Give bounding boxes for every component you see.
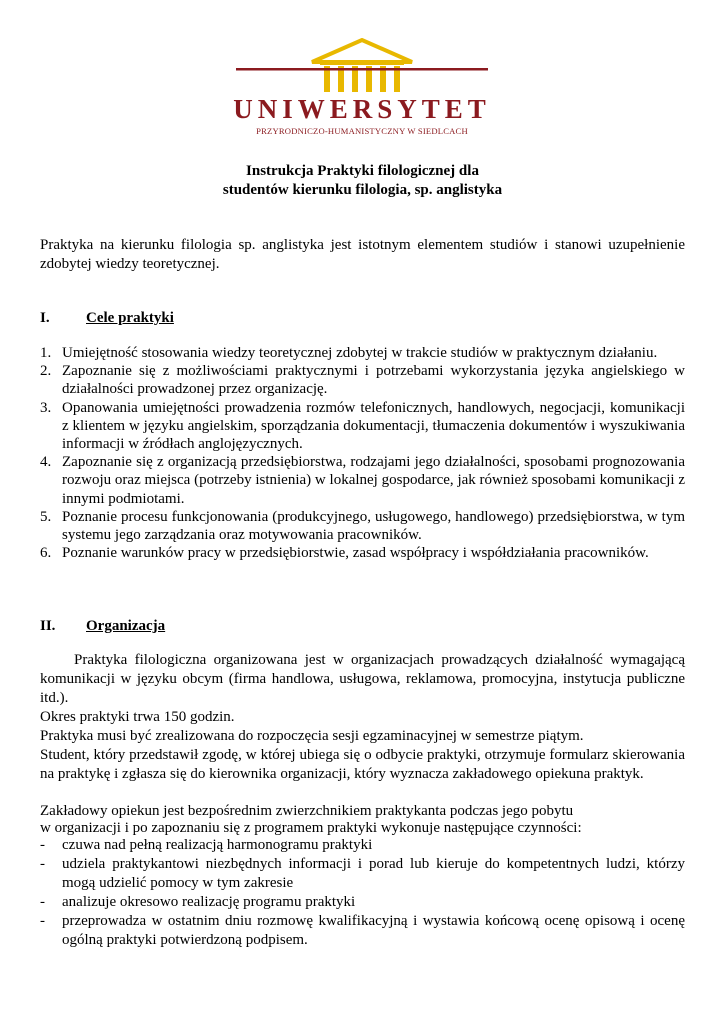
list-item: 1. Umiejętność stosowania wiedzy teoretycznej zdobytej w trakcie studiów w praktycznym działaniu. xyxy=(40,345,658,361)
supervisor-text: Zakładowy opiekun jest bezpośrednim zwierzchnikiem praktykanta podczas jego pobytu xyxy=(40,803,574,819)
section-1-title: Cele praktyki xyxy=(86,310,174,326)
list-item: 5. Poznanie procesu funkcjonowania (produkcyjnego, usługowego, handlowego) przedsiębiorstwa, w tym systemu jego zarządzania oraz motywowania pracowników. xyxy=(40,508,685,544)
referral-paragraph: Student, który przedstawił zgodę, w której ubiega się o odbycie praktyki, otrzymuje formularz skierowania na praktykę i zgłasza się do kierownika organizacji, który wyznacza zakładowego opiekuna praktyk. xyxy=(40,747,685,782)
supervisor-duties-list xyxy=(40,836,685,950)
list-item: - przeprowadza w ostatnim dniu rozmowę kwalifikacyjną i wystawia końcową ocenę opisową i ocenę ogólną praktyki potwierdzoną podpisem. xyxy=(40,913,685,948)
goal-text: Poznanie warunków pracy w przedsiębiorstwie, zasad współpracy i współdziałania pracowników. xyxy=(62,545,649,562)
deadline-text: Praktyka musi być zrealizowana do rozpoczęcia sesji egzaminacyjnej w semestrze piątym. xyxy=(40,728,584,744)
goals-list xyxy=(40,344,685,562)
intro-paragraph: Praktyka na kierunku filologia sp. anglistyka jest istotnym elementem studiów i stanowi uzupełnienie zdobytej wiedzy teoretycznej. xyxy=(40,237,685,272)
goal-text: Zapoznanie się z możliwościami praktycznymi i potrzebami wykorzystania języka angielskiego w działalności prowadzonej przez organizację. xyxy=(62,363,685,398)
supervisor-duties-intro: w organizacji i po zapoznaniu się z programem praktyki wykonuje następujące czynności: xyxy=(40,820,582,836)
document-title-line-2: studentów kierunku filologia, sp. anglistyka xyxy=(222,182,503,198)
logo-university-subtitle: PRZYRODNICZO-HUMANISTYCZNY W SIEDLCACH xyxy=(256,126,468,136)
list-item: 4. Zapoznanie się z organizacją przedsiębiorstwa, rodzajami jego działalności, sposobami prognozowania rozwoju oraz miejsca (potrzeby istnienia) w lokalnej gospodarce, jak również sposobami komunikacji z innymi podmiotami. xyxy=(40,454,685,507)
organization-paragraph: Praktyka filologiczna organizowana jest w organizacjach prowadzących działalność wymagającą komunikacji w języku obcym (firma handlowa, usługowa, reklamowa, promocyjna, instytucja publiczne itd.). xyxy=(40,652,685,706)
list-item: - czuwa nad pełną realizacją harmonogramu praktyki xyxy=(40,837,373,853)
goal-text: Opanowania umiejętności prowadzenia rozmów telefonicznych, handlowych, negocjacji, komunikacji z klientem w języku angielskim, sporządzania dokumentacji, tłumaczenia dokumentów i wyszukiwania informacji w źródłach anglojęzycznych. xyxy=(62,399,685,453)
list-item: 2. Zapoznanie się z możliwościami praktycznymi i potrzebami wykorzystania języka angielskiego w działalności prowadzonej przez organizację. xyxy=(40,363,685,398)
university-logo xyxy=(228,38,496,140)
duty-text: analizuje okresowo realizację programu praktyki xyxy=(62,894,356,910)
duty-text: czuwa nad pełną realizacją harmonogramu praktyki xyxy=(62,837,373,853)
duty-text: przeprowadza w ostatnim dniu rozmowę kwalifikacyjną i wystawia końcową ocenę opisową i ocenę ogólną praktyki potwierdzoną podpisem. xyxy=(62,913,685,948)
list-item: 6. Poznanie warunków pracy w przedsiębiorstwie, zasad współpracy i współdziałania pracowników. xyxy=(40,545,649,562)
goal-text: Poznanie procesu funkcjonowania (produkcyjnego, usługowego, handlowego) przedsiębiorstwa, w tym systemu jego zarządzania oraz motywowania pracowników. xyxy=(62,508,685,544)
goal-text: Zapoznanie się z organizacją przedsiębiorstwa, rodzajami jego działalności, sposobami prognozowania rozwoju oraz miejsca (potrzeby istnienia) w lokalnej gospodarce, jak również sposobami komunikacji z innymi podmiotami. xyxy=(62,454,685,507)
document-title-line-1: Instrukcja Praktyki filologicznej dla xyxy=(246,163,479,179)
duty-text: udziela praktykantowi niezbędnych informacji i porad lub kieruje do kompetentnych ludzi, którzy mogą udzielić pomocy w tym zakresie xyxy=(62,856,685,891)
list-item: - analizuje okresowo realizację programu praktyki xyxy=(40,894,356,910)
section-2-number: II. xyxy=(40,618,56,634)
section-1-number: I. xyxy=(40,310,50,326)
list-item: - udziela praktykantowi niezbędnych informacji i porad lub kieruje do kompetentnych ludzi, którzy mogą udzielić pomocy w tym zakresie xyxy=(40,856,685,891)
section-2-title: Organizacja xyxy=(86,618,166,634)
columns-emblem-icon xyxy=(228,38,496,98)
goal-text: Umiejętność stosowania wiedzy teoretycznej zdobytej w trakcie studiów w praktycznym działaniu. xyxy=(62,345,658,361)
logo-university-name: UNIWERSYTET xyxy=(233,94,491,124)
duration-text: Okres praktyki trwa 150 godzin. xyxy=(40,709,235,725)
list-item: 3. Opanowania umiejętności prowadzenia rozmów telefonicznych, handlowych, negocjacji, komunikacji z klientem w języku angielskim, sporządzania dokumentacji, tłumaczenia dokumentów i wyszukiwania informacji w źródłach anglojęzycznych. xyxy=(40,399,685,453)
section-1-heading xyxy=(40,309,174,328)
section-2-heading xyxy=(40,617,165,636)
